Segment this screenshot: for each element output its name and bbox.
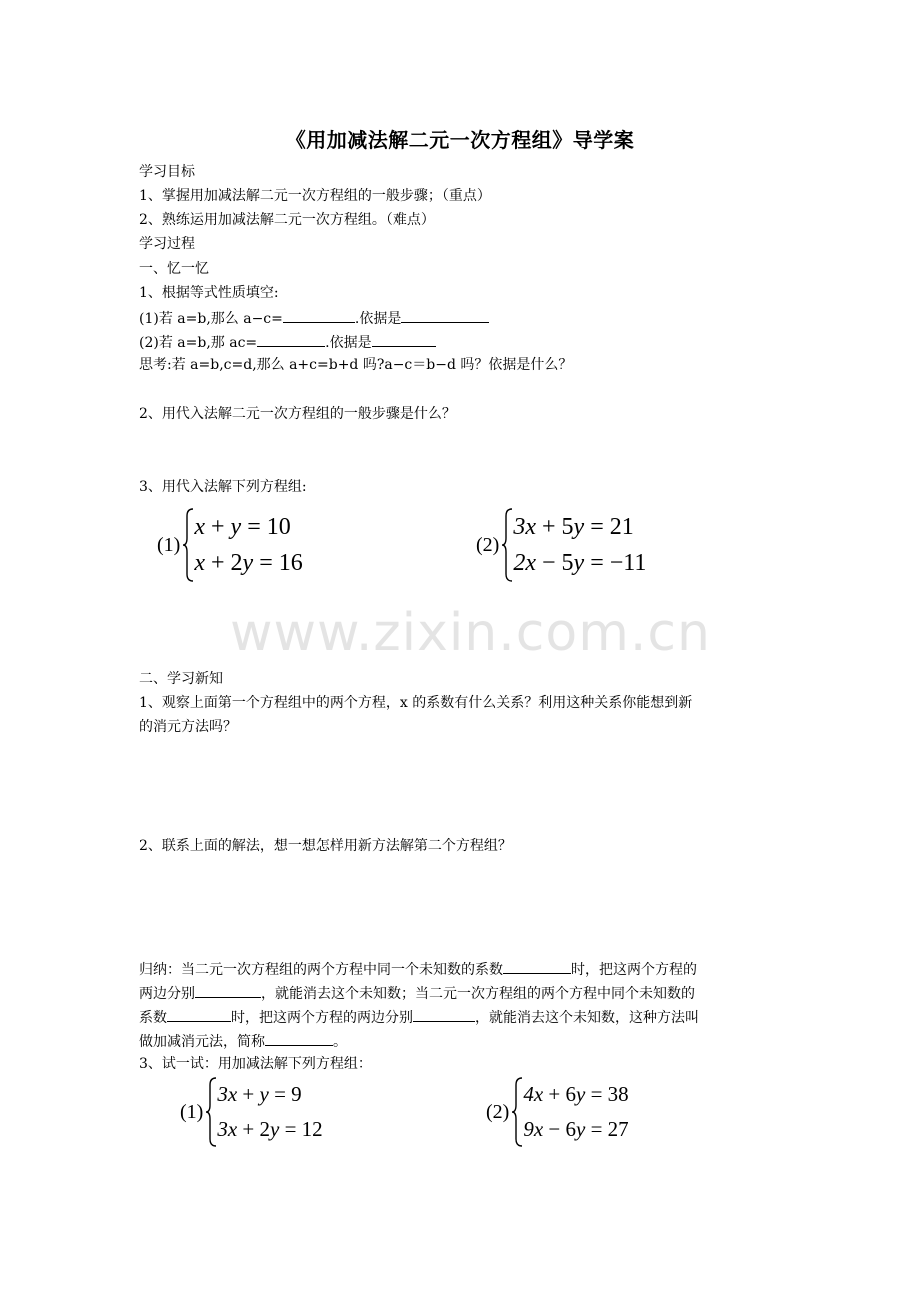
brace-icon <box>182 508 194 582</box>
new-question-1-line2: 的消元方法吗？ <box>139 719 237 735</box>
summary-line-2 <box>139 983 695 1003</box>
answer-blank[interactable] <box>283 308 355 323</box>
part1-heading: 一、忆一忆 <box>139 261 209 277</box>
summary-line-3 <box>139 1007 699 1027</box>
fill-in-1b-basis: .依据是 <box>325 335 372 351</box>
equation: 2x − 5y = −11 <box>513 550 647 576</box>
new-question-1-line1: 1、观察上面第一个方程组中的两个方程，x 的系数有什么关系？利用这种关系你能想到新 <box>139 695 693 711</box>
equation-list <box>523 1077 628 1147</box>
summary-text: 。 <box>333 1034 347 1050</box>
equation-system-2 <box>476 508 646 582</box>
answer-blank[interactable] <box>401 308 489 323</box>
summary-text: ，就能消去这个未知数，这种方法叫 <box>475 1010 699 1026</box>
summary-text: 时，把这两个方程的 <box>571 962 697 978</box>
equation-list <box>217 1077 322 1147</box>
equation: 3x + 2y = 12 <box>217 1117 323 1141</box>
answer-blank[interactable] <box>372 332 436 347</box>
think-question: 思考:若 a=b,c=d,那么 a+c=b+d 吗?a−c＝b−d 吗？依据是什么？ <box>139 357 573 373</box>
brace-icon <box>205 1077 217 1147</box>
equation: x + y = 10 <box>194 514 291 540</box>
system-label: (2) <box>486 1100 510 1123</box>
question-1: 1、根据等式性质填空: <box>139 285 279 301</box>
practice-system-1 <box>180 1077 323 1147</box>
answer-blank[interactable] <box>167 1007 231 1022</box>
watermark: www.zixin.com.cn <box>230 603 711 663</box>
new-question-3: 3、试一试：用加减法解下列方程组： <box>139 1056 372 1072</box>
equation: 4x + 6y = 38 <box>523 1082 629 1106</box>
summary-line-4 <box>139 1031 347 1051</box>
system-label: (1) <box>157 533 181 556</box>
fill-in-1b-text: (2)若 a=b,那 ac= <box>139 335 258 351</box>
summary-text: 系数 <box>139 1010 167 1026</box>
equation-list <box>194 509 302 581</box>
document-title: 《用加减法解二元一次方程组》导学案 <box>285 128 635 152</box>
summary-text: 做加减消元法，简称 <box>139 1034 265 1050</box>
summary-text: 归纳：当二元一次方程组的两个方程中同一个未知数的系数 <box>139 962 503 978</box>
fill-in-1a-basis: .依据是 <box>354 311 402 327</box>
part2-heading: 二、学习新知 <box>139 671 223 687</box>
fill-in-1b <box>139 332 436 352</box>
practice-system-2 <box>486 1077 629 1147</box>
summary-text: ，就能消去这个未知数；当二元一次方程组的两个方程中同个未知数的 <box>261 986 695 1002</box>
system-label: (2) <box>476 533 500 556</box>
equation: x + 2y = 16 <box>194 550 303 576</box>
fill-in-1a <box>139 308 489 328</box>
fill-in-1a-text: (1)若 a=b,那么 a−c= <box>139 311 283 327</box>
summary-text: 时，把这两个方程的两边分别 <box>231 1010 413 1026</box>
brace-icon <box>501 508 513 582</box>
answer-blank[interactable] <box>195 983 261 998</box>
objectives-heading: 学习目标 <box>139 164 195 180</box>
objective-2: 2、熟练运用加减法解二元一次方程组。（难点） <box>139 212 435 228</box>
summary-text: 两边分别 <box>139 986 195 1002</box>
equation-list <box>513 509 646 581</box>
answer-blank[interactable] <box>503 959 571 974</box>
equation: 9x − 6y = 27 <box>523 1117 629 1141</box>
answer-blank[interactable] <box>413 1007 475 1022</box>
objective-1: 1、掌握用加减法解二元一次方程组的一般步骤；（重点） <box>139 188 491 204</box>
process-heading: 学习过程 <box>139 236 195 252</box>
equation: 3x + 5y = 21 <box>513 514 634 540</box>
question-2: 2、用代入法解二元一次方程组的一般步骤是什么？ <box>139 406 456 422</box>
answer-blank[interactable] <box>265 1031 333 1046</box>
system-label: (1) <box>180 1100 204 1123</box>
question-3: 3、用代入法解下列方程组: <box>139 479 307 495</box>
answer-blank[interactable] <box>257 332 325 347</box>
equation-system-1 <box>157 508 303 582</box>
equation: 3x + y = 9 <box>217 1082 302 1106</box>
new-question-2: 2、联系上面的解法，想一想怎样用新方法解第二个方程组？ <box>139 838 512 854</box>
summary-line-1 <box>139 959 697 979</box>
brace-icon <box>511 1077 523 1147</box>
